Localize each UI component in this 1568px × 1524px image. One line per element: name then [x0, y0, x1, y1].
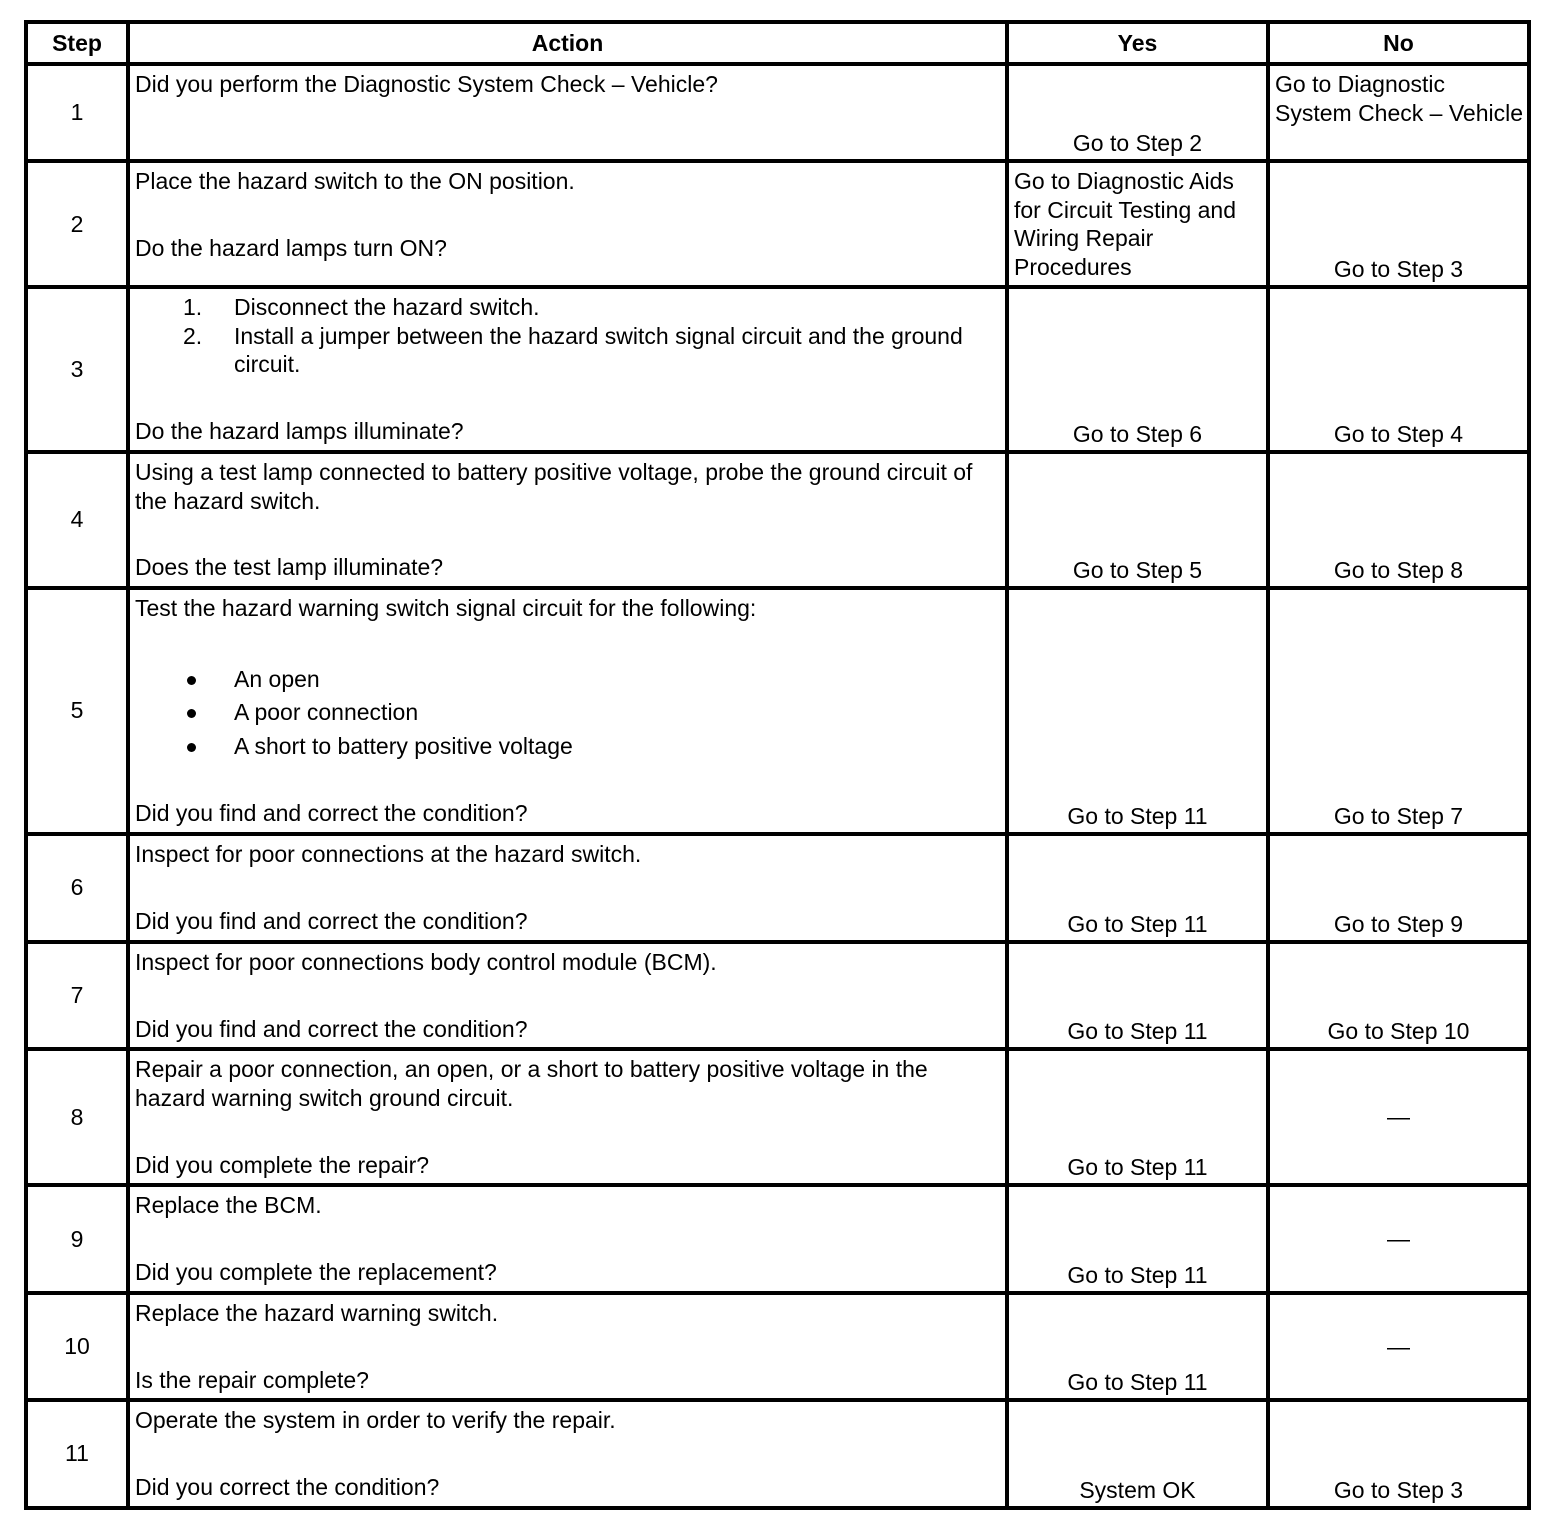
list-item: [135, 730, 1001, 764]
step-text: Install a jumper between the hazard switch signal circuit and the ground circuit.: [234, 322, 963, 378]
no-result: Go to Step 10: [1327, 1018, 1470, 1045]
action-cell: [128, 1185, 1007, 1292]
yes-result: Go to Step 5: [1072, 556, 1203, 583]
no-cell: [1268, 1185, 1529, 1292]
action-cell: [128, 452, 1007, 588]
action-question: Do the hazard lamps turn ON?: [135, 234, 447, 261]
no-cell: [1268, 942, 1529, 1049]
no-cell: [1268, 1293, 1529, 1400]
no-result: Go to Step 8: [1333, 556, 1464, 583]
action-text: Operate the system in order to verify the repair.: [135, 1407, 616, 1434]
condition-list: [135, 663, 1001, 764]
action-question: Did you correct the condition?: [135, 1473, 440, 1500]
step-number: 10: [26, 1293, 128, 1400]
yes-cell: [1007, 834, 1268, 942]
step-number: 5: [26, 588, 128, 834]
diagnostic-table: [24, 20, 1531, 1510]
action-text: Did you perform the Diagnostic System Check – Vehicle?: [135, 71, 718, 97]
no-result: —: [1387, 1103, 1410, 1130]
yes-cell: [1007, 1049, 1268, 1185]
yes-result: Go to Step 11: [1067, 910, 1208, 937]
action-text: Test the hazard warning switch signal circuit for the following:: [135, 594, 757, 621]
step-number: 11: [26, 1400, 128, 1507]
table-row: [26, 834, 1529, 942]
action-cell: [128, 1049, 1007, 1185]
action-text: Replace the hazard warning switch.: [135, 1299, 499, 1326]
header-action: Action: [128, 22, 1007, 64]
header-no: No: [1268, 22, 1529, 64]
numbered-step: [135, 293, 1001, 322]
yes-result: Go to Step 11: [1067, 1261, 1208, 1288]
action-text: Inspect for poor connections at the hazard switch.: [135, 840, 642, 867]
no-result: Go to Step 3: [1333, 1476, 1464, 1503]
step-marker: 2.: [183, 322, 203, 349]
action-question: Is the repair complete?: [135, 1366, 369, 1393]
table-row: [26, 1293, 1529, 1400]
action-text: Replace the BCM.: [135, 1192, 322, 1219]
bullet-icon: [187, 743, 196, 752]
action-text: Repair a poor connection, an open, or a short to battery positive voltage in the hazard warning switch ground circuit.: [135, 1056, 928, 1112]
action-question: Do the hazard lamps illuminate?: [135, 418, 464, 445]
action-cell: [128, 287, 1007, 452]
no-result: —: [1387, 1333, 1410, 1360]
no-result: —: [1387, 1225, 1410, 1252]
step-number: 7: [26, 942, 128, 1049]
action-cell: [128, 588, 1007, 834]
header-yes: Yes: [1007, 22, 1268, 64]
table-row: [26, 588, 1529, 834]
yes-result: Go to Diagnostic Aids for Circuit Testing and Wiring Repair Procedures: [1014, 168, 1237, 281]
numbered-step: [135, 322, 1001, 379]
table-row: [26, 1049, 1529, 1185]
bullet-icon: [187, 709, 196, 718]
yes-result: Go to Step 2: [1072, 130, 1203, 156]
step-number: 1: [26, 64, 128, 161]
action-cell: [128, 1293, 1007, 1400]
yes-cell: [1007, 588, 1268, 834]
list-item: [135, 696, 1001, 730]
no-cell: [1268, 64, 1529, 161]
no-result: Go to Step 3: [1333, 256, 1464, 282]
yes-cell: [1007, 1185, 1268, 1292]
yes-result: Go to Step 11: [1067, 1154, 1208, 1181]
no-cell: [1268, 588, 1529, 834]
yes-cell: [1007, 1400, 1268, 1507]
table-row: [26, 452, 1529, 588]
yes-result: Go to Step 11: [1067, 802, 1208, 829]
no-result: Go to Step 7: [1333, 802, 1464, 829]
yes-result: Go to Step 6: [1072, 420, 1203, 447]
no-cell: [1268, 161, 1529, 287]
step-number: 2: [26, 161, 128, 287]
yes-cell: [1007, 942, 1268, 1049]
yes-cell: [1007, 1293, 1268, 1400]
action-question: Did you find and correct the condition?: [135, 1015, 528, 1042]
list-item-text: A short to battery positive voltage: [234, 732, 573, 759]
table-row: [26, 1400, 1529, 1507]
step-number: 4: [26, 452, 128, 588]
yes-cell: [1007, 287, 1268, 452]
action-question: Did you complete the replacement?: [135, 1259, 497, 1286]
table-row: [26, 942, 1529, 1049]
action-cell: [128, 834, 1007, 942]
numbered-steps: [135, 293, 1001, 379]
header-row: [26, 22, 1529, 64]
action-text: Using a test lamp connected to battery positive voltage, probe the ground circuit of the hazard switch.: [135, 458, 973, 514]
yes-result: Go to Step 11: [1067, 1018, 1208, 1045]
action-question: Does the test lamp illuminate?: [135, 554, 444, 581]
action-text: Inspect for poor connections body control module (BCM).: [135, 948, 717, 975]
no-cell: [1268, 452, 1529, 588]
no-cell: [1268, 287, 1529, 452]
yes-cell: [1007, 452, 1268, 588]
bullet-icon: [187, 676, 196, 685]
step-number: 3: [26, 287, 128, 452]
action-cell: [128, 942, 1007, 1049]
table-row: [26, 161, 1529, 287]
no-cell: [1268, 834, 1529, 942]
table-row: [26, 1185, 1529, 1292]
step-number: 8: [26, 1049, 128, 1185]
action-question: Did you find and correct the condition?: [135, 800, 528, 827]
no-result: Go to Step 4: [1333, 420, 1464, 447]
no-result: Go to Step 9: [1333, 910, 1464, 937]
no-cell: [1268, 1400, 1529, 1507]
step-text: Disconnect the hazard switch.: [234, 294, 540, 320]
action-cell: [128, 161, 1007, 287]
table-row: [26, 287, 1529, 452]
step-number: 9: [26, 1185, 128, 1292]
yes-cell: [1007, 161, 1268, 287]
step-marker: 1.: [183, 294, 203, 320]
action-question: Did you find and correct the condition?: [135, 907, 528, 934]
yes-result: System OK: [1079, 1476, 1196, 1503]
action-cell: [128, 1400, 1007, 1507]
list-item-text: A poor connection: [234, 699, 419, 726]
yes-result: Go to Step 11: [1067, 1369, 1208, 1396]
no-result: Go to Diagnostic System Check – Vehicle: [1275, 71, 1524, 126]
table-row: [26, 64, 1529, 161]
action-cell: [128, 64, 1007, 161]
header-step: Step: [26, 22, 128, 64]
action-question: Did you complete the repair?: [135, 1151, 430, 1178]
no-cell: [1268, 1049, 1529, 1185]
action-text: Place the hazard switch to the ON position.: [135, 168, 575, 194]
list-item-text: An open: [234, 665, 320, 692]
step-number: 6: [26, 834, 128, 942]
yes-cell: [1007, 64, 1268, 161]
list-item: [135, 663, 1001, 697]
